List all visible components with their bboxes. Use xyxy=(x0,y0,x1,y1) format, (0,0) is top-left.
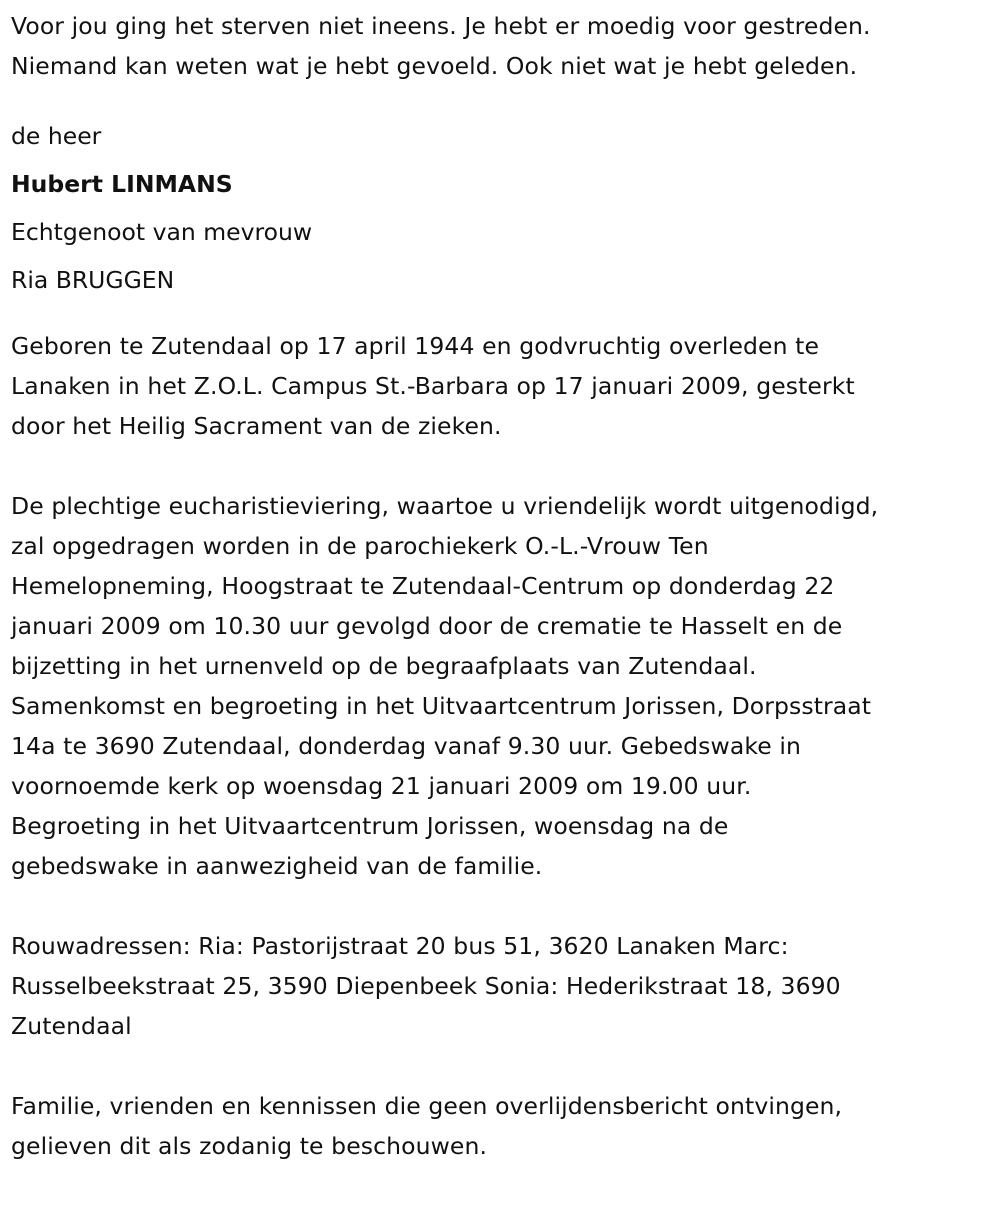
paragraph-line: gelieven dit als zodanig te beschouwen. xyxy=(11,1132,488,1160)
verse xyxy=(11,6,1000,86)
paragraph-line: Begroeting in het Uitvaartcentrum Jorissen, woensdag na de xyxy=(11,812,729,840)
paragraph-line: Familie, vrienden en kennissen die geen overlijdensbericht ontvingen, xyxy=(11,1092,843,1120)
ceremony-paragraph xyxy=(11,486,1000,886)
paragraph-line: De plechtige eucharistieviering, waartoe u vriendelijk wordt uitgenodigd, xyxy=(11,492,879,520)
paragraph-line: bijzetting in het urnenveld op de begraafplaats van Zutendaal. xyxy=(11,652,757,680)
paragraph-line: Russelbeekstraat 25, 3590 Diepenbeek Sonia: Hederikstraat 18, 3690 xyxy=(11,972,841,1000)
deceased-title: de heer xyxy=(11,122,102,150)
paragraph-line: Hemelopneming, Hoogstraat te Zutendaal-Centrum op donderdag 22 xyxy=(11,572,835,600)
addresses-paragraph xyxy=(11,926,1000,1046)
paragraph-line: Samenkomst en begroeting in het Uitvaartcentrum Jorissen, Dorpsstraat xyxy=(11,692,872,720)
deceased-name: Hubert LINMANS xyxy=(11,170,233,198)
paragraph-line: Zutendaal xyxy=(11,1012,132,1040)
verse-line: Niemand kan weten wat je hebt gevoeld. Ook niet wat je hebt geleden. xyxy=(11,52,858,80)
paragraph-line: voornoemde kerk op woensdag 21 januari 2009 om 19.00 uur. xyxy=(11,772,752,800)
spouse-name: Ria BRUGGEN xyxy=(11,266,175,294)
birth-death-paragraph xyxy=(11,326,1000,446)
paragraph-line: januari 2009 om 10.30 uur gevolgd door de crematie te Hasselt en de xyxy=(11,612,843,640)
deceased-intro xyxy=(11,112,1000,304)
paragraph-line: Rouwadressen: Ria: Pastorijstraat 20 bus 51, 3620 Lanaken Marc: xyxy=(11,932,789,960)
closing-paragraph xyxy=(11,1086,1000,1166)
paragraph-line: 14a te 3690 Zutendaal, donderdag vanaf 9.30 uur. Gebedswake in xyxy=(11,732,801,760)
paragraph-line: gebedswake in aanwezigheid van de familie. xyxy=(11,852,543,880)
paragraph-line: Geboren te Zutendaal op 17 april 1944 en godvruchtig overleden te xyxy=(11,332,820,360)
paragraph-line: zal opgedragen worden in de parochiekerk O.-L.-Vrouw Ten xyxy=(11,532,709,560)
paragraph-line: Lanaken in het Z.O.L. Campus St.-Barbara op 17 januari 2009, gesterkt xyxy=(11,372,855,400)
deceased-relation: Echtgenoot van mevrouw xyxy=(11,218,313,246)
verse-line: Voor jou ging het sterven niet ineens. Je hebt er moedig voor gestreden. xyxy=(11,12,871,40)
paragraph-line: door het Heilig Sacrament van de zieken. xyxy=(11,412,502,440)
